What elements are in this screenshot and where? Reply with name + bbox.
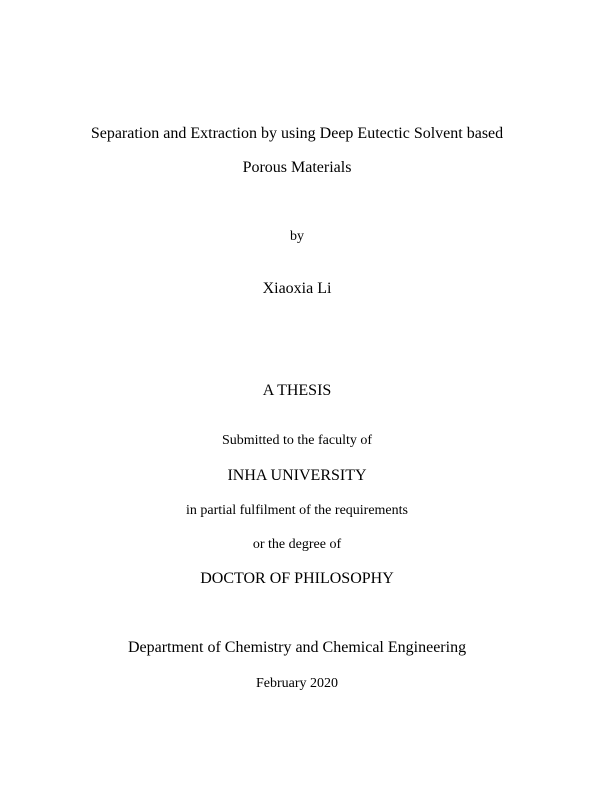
- author-name: Xiaoxia Li: [262, 280, 332, 297]
- department-name: Department of Chemistry and Chemical Engineering: [127, 639, 467, 656]
- submitted-to-text: Submitted to the faculty of: [221, 433, 373, 448]
- title-line-2: Porous Materials: [242, 159, 352, 176]
- degree-intro-text: or the degree of: [252, 537, 342, 552]
- document-type: A THESIS: [262, 382, 332, 399]
- fulfilment-text: in partial fulfilment of the requirements: [186, 503, 408, 518]
- title-line-1: Separation and Extraction by using Deep Eutectic Solvent based: [90, 125, 504, 142]
- by-label: by: [290, 229, 304, 244]
- degree-name: DOCTOR OF PHILOSOPHY: [200, 570, 394, 587]
- university-name: INHA UNIVERSITY: [227, 467, 367, 484]
- submission-date: February 2020: [255, 676, 339, 691]
